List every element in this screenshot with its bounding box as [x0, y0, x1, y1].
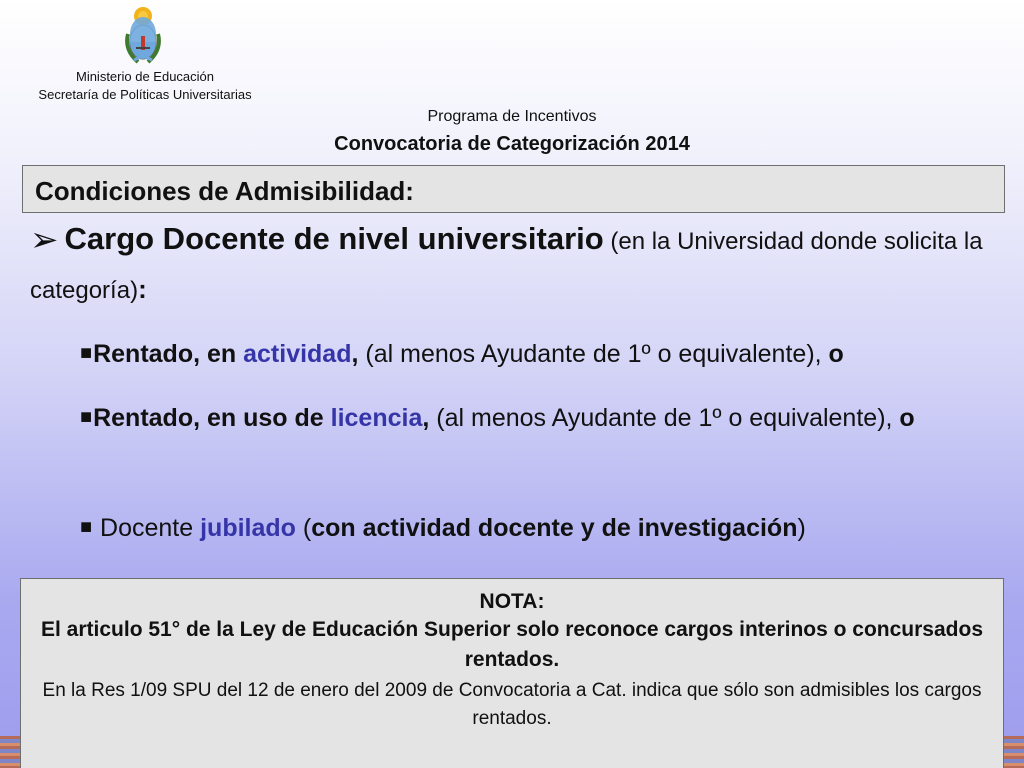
- sub-bullet-paren: (: [295, 514, 312, 542]
- arrow-bullet-icon: ➢: [30, 221, 59, 259]
- sub-bullet-normal: (al menos Ayudante de 1º o equivalente),: [429, 404, 900, 432]
- section-header-box: [22, 165, 1005, 213]
- square-bullet-icon: ■: [80, 516, 93, 538]
- sub-bullet-comma: ,: [422, 404, 430, 432]
- sub-bullet-comma: ,: [351, 340, 359, 368]
- decorative-strip: [0, 736, 22, 768]
- sub-bullet-normal: Docente: [93, 514, 201, 542]
- decorative-strip: [1004, 736, 1024, 768]
- main-bullet-colon: :: [138, 274, 147, 304]
- list-item: [80, 395, 990, 440]
- square-bullet-icon: ■: [80, 342, 93, 364]
- sub-bullet-highlight: licencia: [330, 404, 423, 432]
- sub-bullet-highlight: actividad: [243, 340, 352, 368]
- argentina-coat-of-arms-icon: [122, 4, 164, 66]
- main-bullet: [30, 217, 990, 316]
- program-subtitle: Programa de Incentivos: [427, 108, 597, 125]
- main-bullet-bold: Cargo Docente de nivel universitario: [64, 221, 604, 256]
- sub-bullet-paren: ): [797, 514, 806, 542]
- sub-bullet-conjunction: o: [899, 404, 915, 432]
- sub-bullet-bold: Rentado, en uso de: [93, 404, 331, 432]
- sub-bullet-bold: con actividad docente y de investigación: [311, 514, 798, 542]
- note-box: [20, 578, 1004, 768]
- list-item: [80, 331, 990, 376]
- list-item: [80, 505, 990, 550]
- main-bullet-normal: (en la Universidad donde solicita la categoría): [30, 228, 983, 304]
- sub-bullet-bold: Rentado, en: [93, 340, 244, 368]
- sub-bullet-conjunction: o: [828, 340, 844, 368]
- section-title: Condiciones de Admisibilidad:: [35, 176, 414, 206]
- sub-bullet-highlight: jubilado: [200, 514, 296, 542]
- note-bold-text: El articulo 51° de la Ley de Educación Superior solo reconoce cargos interinos o concursados rentados.: [41, 618, 983, 671]
- note-title: NOTA:: [479, 590, 545, 613]
- secretaria-name: Secretaría de Políticas Universitarias: [38, 87, 252, 102]
- page-title: Convocatoria de Categorización 2014: [334, 133, 690, 155]
- sub-bullet-normal: (al menos Ayudante de 1º o equivalente),: [358, 340, 829, 368]
- note-normal-text: En la Res 1/09 SPU del 12 de enero del 2009 de Convocatoria a Cat. indica que sólo son admisibles los cargos rentados.: [42, 680, 982, 729]
- ministry-name: Ministerio de Educación: [75, 69, 215, 84]
- square-bullet-icon: ■: [80, 406, 93, 428]
